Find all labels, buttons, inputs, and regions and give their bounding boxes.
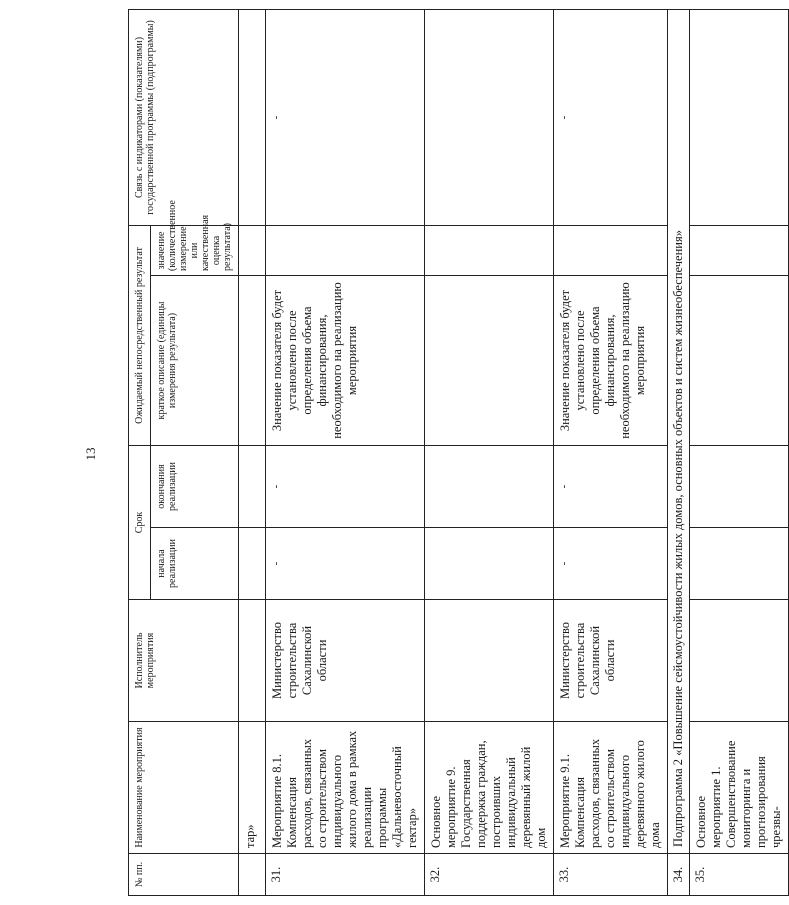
header-term-end: окончания реализации: [151, 446, 239, 528]
row-num: 31.: [266, 854, 425, 896]
header-term-start: начала реализации: [151, 528, 239, 600]
row-num: 33.: [554, 854, 668, 896]
row-start: -: [266, 528, 425, 600]
rotated-page-content: [128, 10, 783, 896]
table-row: [690, 9, 789, 895]
measures-table: [128, 9, 789, 896]
table-row: [266, 9, 425, 895]
row-num: [239, 854, 266, 896]
page-number: 13: [83, 447, 98, 461]
row-executor: Министерство строительства Сахалинской области: [266, 600, 425, 722]
row-end: -: [554, 446, 668, 528]
row-start: [425, 528, 554, 600]
row-name: Основное мероприятие 1. Совершенствование мониторинга и прогнозирования чрезвы-: [690, 722, 789, 854]
row-value: [425, 225, 554, 275]
row-value: [239, 225, 266, 275]
row-num: 35.: [690, 854, 789, 896]
row-link: -: [266, 9, 425, 225]
row-name: Мероприятие 9.1. Компенсация расходов, связанных со строительством индивидуального деревянного жилого дома: [554, 722, 668, 854]
row-start: -: [554, 528, 668, 600]
header-name: Наименование мероприятия: [129, 722, 239, 854]
row-name: тар»: [239, 722, 266, 854]
header-term: Срок: [129, 446, 151, 600]
header-link: Связь с индикаторами (показателями) государственной программы (подпрограммы): [129, 9, 239, 225]
row-name: Мероприятие 8.1. Компенсация расходов, связанных со строительством индивидуального жилого дома в рамках реализации программы «Дальневосточный гектар»: [266, 722, 425, 854]
row-start: [239, 528, 266, 600]
row-start: [690, 528, 789, 600]
row-value: [266, 225, 425, 275]
row-end: [239, 446, 266, 528]
row-link: -: [554, 9, 668, 225]
table-row: [239, 9, 266, 895]
row-link: [239, 9, 266, 225]
subprogram-title: Подпрограмма 2 «Повышение сейсмоустойчивости жилых домов, основных объектов и систем жизнеобеспечения»: [668, 9, 690, 853]
row-executor: Министерство строительства Сахалинской области: [554, 600, 668, 722]
header-result-value: значение (количественное измерение или качественная оценка результата): [151, 225, 239, 275]
row-desc: Значение показателя будет установлено после определения объема финансирования, необходимого на реализацию мероприятия: [266, 276, 425, 446]
subprogram-num: 34.: [668, 854, 690, 896]
row-link: [690, 9, 789, 225]
row-link: [425, 9, 554, 225]
row-value: [554, 225, 668, 275]
row-end: -: [266, 446, 425, 528]
table-row: [425, 9, 554, 895]
row-end: [690, 446, 789, 528]
header-result: Ожидаемый непосредственный результат: [129, 225, 151, 445]
row-executor: [425, 600, 554, 722]
subprogram-row: [668, 9, 690, 895]
row-end: [425, 446, 554, 528]
row-executor: [239, 600, 266, 722]
table-row: [554, 9, 668, 895]
row-num: 32.: [425, 854, 554, 896]
header-num: № пп.: [129, 854, 239, 896]
row-desc: [425, 276, 554, 446]
row-executor: [690, 600, 789, 722]
row-desc: Значение показателя будет установлено после определения объема финансирования, необходимого на реализацию мероприятия: [554, 276, 668, 446]
row-value: [690, 225, 789, 275]
header-executor: Исполнитель мероприятия: [129, 600, 239, 722]
header-result-desc: краткое описание (единицы измерения результата): [151, 276, 239, 446]
row-desc: [239, 276, 266, 446]
row-desc: [690, 276, 789, 446]
row-name: Основное мероприятие 9. Государственная поддержка граждан, построивших индивидуальный деревянный жилой дом: [425, 722, 554, 854]
